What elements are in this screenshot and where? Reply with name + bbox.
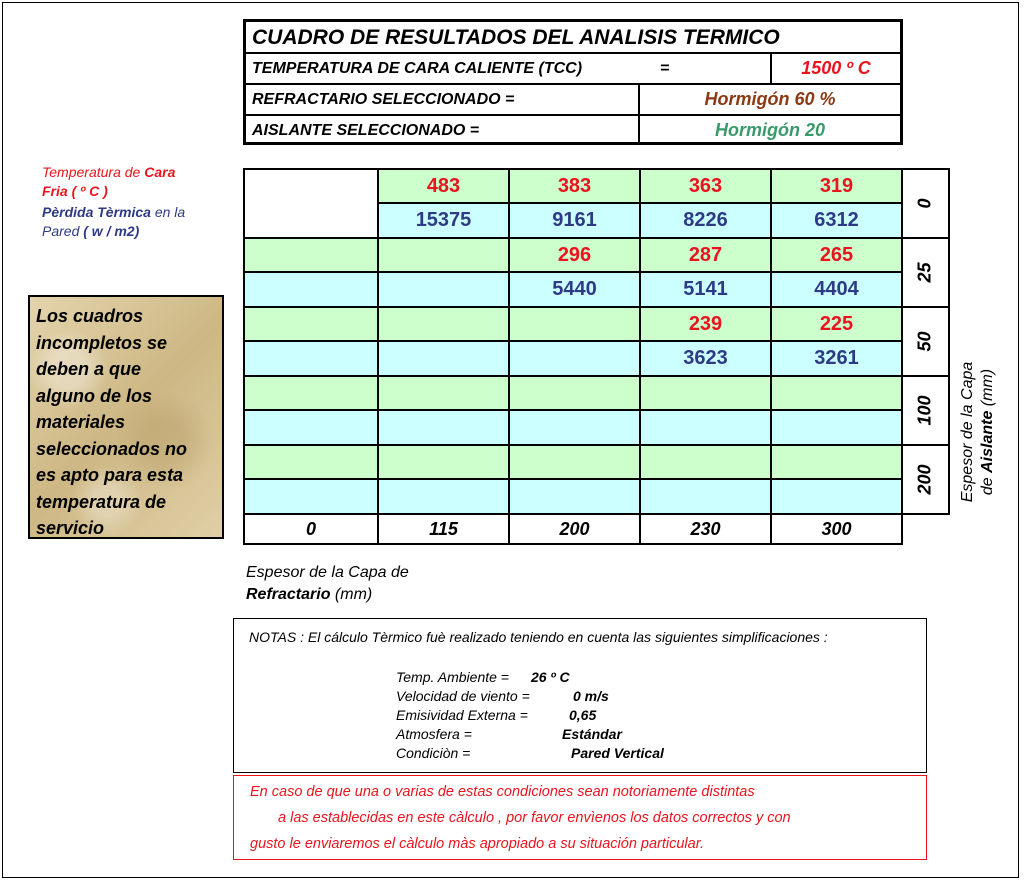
- x-axis-label-unit: (mm): [330, 586, 373, 603]
- note-line: es apto para esta: [36, 465, 184, 485]
- note-param-label: Temp. Ambiente =: [396, 669, 509, 685]
- heat-loss-cell: [377, 271, 510, 308]
- heat-loss-cell: [243, 409, 379, 446]
- tcc-row: [246, 54, 900, 85]
- aislante-row: [246, 116, 900, 145]
- temperature-cell: [508, 306, 641, 342]
- aislante-label: AISLANTE SELECCIONADO =: [252, 122, 480, 139]
- heat-loss-cell: 5141: [639, 271, 772, 308]
- note-line: alguno de los: [36, 385, 153, 406]
- tcc-equals: =: [660, 60, 670, 77]
- heat-loss-cell: 6312: [770, 202, 903, 239]
- note-param-label: Velocidad de viento =: [396, 688, 530, 704]
- page-title: CUADRO DE RESULTADOS DEL ANALISIS TERMICO: [252, 26, 780, 49]
- heat-loss-cell: [377, 478, 510, 515]
- heat-loss-cell: 3261: [770, 340, 903, 377]
- y-axis-label-line1: Espesor de la Capa: [959, 361, 976, 503]
- heat-loss-cell: [639, 478, 772, 515]
- y-axis-label: [948, 345, 1008, 520]
- incomplete-note: [28, 295, 224, 539]
- heat-loss-cell: 8226: [639, 202, 772, 239]
- x-axis-tick: 230: [639, 513, 772, 545]
- x-axis-tick: 0: [243, 513, 379, 545]
- legend-temperature: [42, 163, 232, 201]
- refractario-row: [246, 85, 900, 116]
- note-line: deben a que: [36, 359, 142, 379]
- temperature-cell: 383: [508, 168, 641, 204]
- temperature-cell: [639, 375, 772, 411]
- temperature-cell: [508, 444, 641, 480]
- x-axis-tick: 115: [377, 513, 510, 545]
- note-line: temperatura de: [36, 491, 167, 512]
- results-header: [243, 19, 903, 145]
- temperature-cell: [377, 237, 510, 273]
- x-axis-label: [246, 562, 409, 606]
- y-axis-tick-label: 25: [915, 262, 935, 283]
- temperature-cell: 225: [770, 306, 903, 342]
- warning-line-2: a las establecidas en este càlculo , por favor envìenos los datos correctos y con: [278, 810, 791, 826]
- note-param-value: 26 º C: [531, 669, 570, 685]
- notes-intro: NOTAS : El cálculo Tèrmico fuè realizado teniendo en cuenta las siguientes simplificaciones :: [249, 629, 828, 645]
- y-axis-tick-label: 50: [915, 331, 935, 352]
- heat-loss-cell: [770, 409, 903, 446]
- legend-temp-bold: Cara: [144, 164, 176, 180]
- refractario-label: REFRACTARIO SELECCIONADO =: [252, 91, 515, 108]
- note-param-value: Pared Vertical: [571, 745, 664, 761]
- heat-loss-cell: 3623: [639, 340, 772, 377]
- temperature-cell: [243, 375, 379, 411]
- y-axis-tick-label: 0: [914, 198, 935, 209]
- legend-temp-text: Temperatura de: [42, 164, 145, 180]
- heat-loss-cell: [508, 478, 641, 515]
- temperature-cell: [508, 375, 641, 411]
- note-param-value: 0 m/s: [573, 688, 609, 704]
- temperature-cell: [377, 306, 510, 342]
- temperature-cell: [243, 306, 379, 342]
- note-param-label: Condiciòn =: [396, 745, 471, 761]
- heat-loss-cell: 9161: [508, 202, 641, 239]
- y-axis-tick: [901, 306, 950, 377]
- legend-loss-bold: Pèrdida Tèrmica: [42, 204, 151, 220]
- heat-loss-cell: [639, 409, 772, 446]
- y-axis-label-bold: Aislante: [979, 410, 996, 473]
- temperature-cell: 483: [377, 168, 510, 204]
- temperature-cell: [639, 444, 772, 480]
- temperature-cell: [770, 444, 903, 480]
- heat-loss-cell: [377, 409, 510, 446]
- note-line: Los cuadros: [36, 306, 144, 326]
- heat-loss-cell: [243, 478, 379, 515]
- note-line: incompletos se: [36, 332, 168, 353]
- legend-temp-unit: Fria ( º C ): [42, 183, 108, 199]
- y-axis-tick: [901, 168, 950, 239]
- y-axis-tick: [901, 444, 950, 515]
- heat-loss-cell: [243, 271, 379, 308]
- x-axis-label-bold: Refractario: [246, 586, 331, 603]
- note-line: servicio: [36, 518, 105, 538]
- y-axis-tick-label: 100: [914, 395, 935, 426]
- temperature-cell: 296: [508, 237, 641, 273]
- note-param-value: Estándar: [562, 726, 622, 742]
- temperature-cell: [377, 444, 510, 480]
- heat-loss-cell: 15375: [377, 202, 510, 239]
- header-title-row: [246, 22, 900, 54]
- aislante-value: Hormigón 20: [638, 116, 900, 145]
- tcc-value: 1500 º C: [770, 54, 900, 83]
- tcc-label: TEMPERATURA DE CARA CALIENTE (TCC): [252, 60, 583, 77]
- results-table: [243, 168, 948, 550]
- note-param-label: Emisividad Externa =: [396, 707, 528, 723]
- x-axis-tick: 300: [770, 513, 903, 545]
- note-param-label: Atmosfera =: [396, 726, 472, 742]
- heat-loss-cell: 4404: [770, 271, 903, 308]
- temperature-cell: 239: [639, 306, 772, 342]
- heat-loss-cell: [377, 340, 510, 377]
- y-axis-label-de: de: [979, 472, 996, 496]
- temperature-cell: [770, 375, 903, 411]
- legend-loss-pared: Pared: [42, 223, 84, 239]
- warning-box: [233, 775, 927, 860]
- y-axis-tick-label: 200: [914, 464, 935, 495]
- note-line: materiales: [36, 412, 126, 432]
- heat-loss-cell: [770, 478, 903, 515]
- temperature-cell: [377, 375, 510, 411]
- temperature-cell: 363: [639, 168, 772, 204]
- notes-box: [233, 618, 927, 773]
- temperature-cell: 319: [770, 168, 903, 204]
- heat-loss-cell: [508, 340, 641, 377]
- warning-line-1: En caso de que una o varias de estas condiciones sean notoriamente distintas: [250, 784, 755, 800]
- temperature-cell: 287: [639, 237, 772, 273]
- legend: [42, 163, 232, 241]
- note-line: seleccionados no: [36, 438, 188, 459]
- y-axis-label-unit: (mm): [979, 368, 996, 411]
- y-axis-tick: [901, 237, 950, 308]
- temperature-cell: [243, 237, 379, 273]
- legend-loss-text: en la: [150, 204, 186, 220]
- heat-loss-cell: 5440: [508, 271, 641, 308]
- heat-loss-cell: [508, 409, 641, 446]
- heat-loss-cell: [243, 340, 379, 377]
- temperature-cell: [243, 444, 379, 480]
- table-corner-cell: [243, 168, 379, 239]
- warning-line-3: gusto le enviaremos el càlculo màs apropiado a su situación particular.: [250, 836, 705, 852]
- y-axis-tick: [901, 375, 950, 446]
- temperature-cell: 265: [770, 237, 903, 273]
- legend-loss-unit: ( w / m2): [83, 223, 140, 239]
- x-axis-tick: 200: [508, 513, 641, 545]
- refractario-value: Hormigón 60 %: [638, 85, 900, 114]
- x-axis-label-line1: Espesor de la Capa de: [246, 564, 409, 581]
- note-param-value: 0,65: [569, 707, 597, 723]
- legend-heat-loss: [42, 203, 232, 241]
